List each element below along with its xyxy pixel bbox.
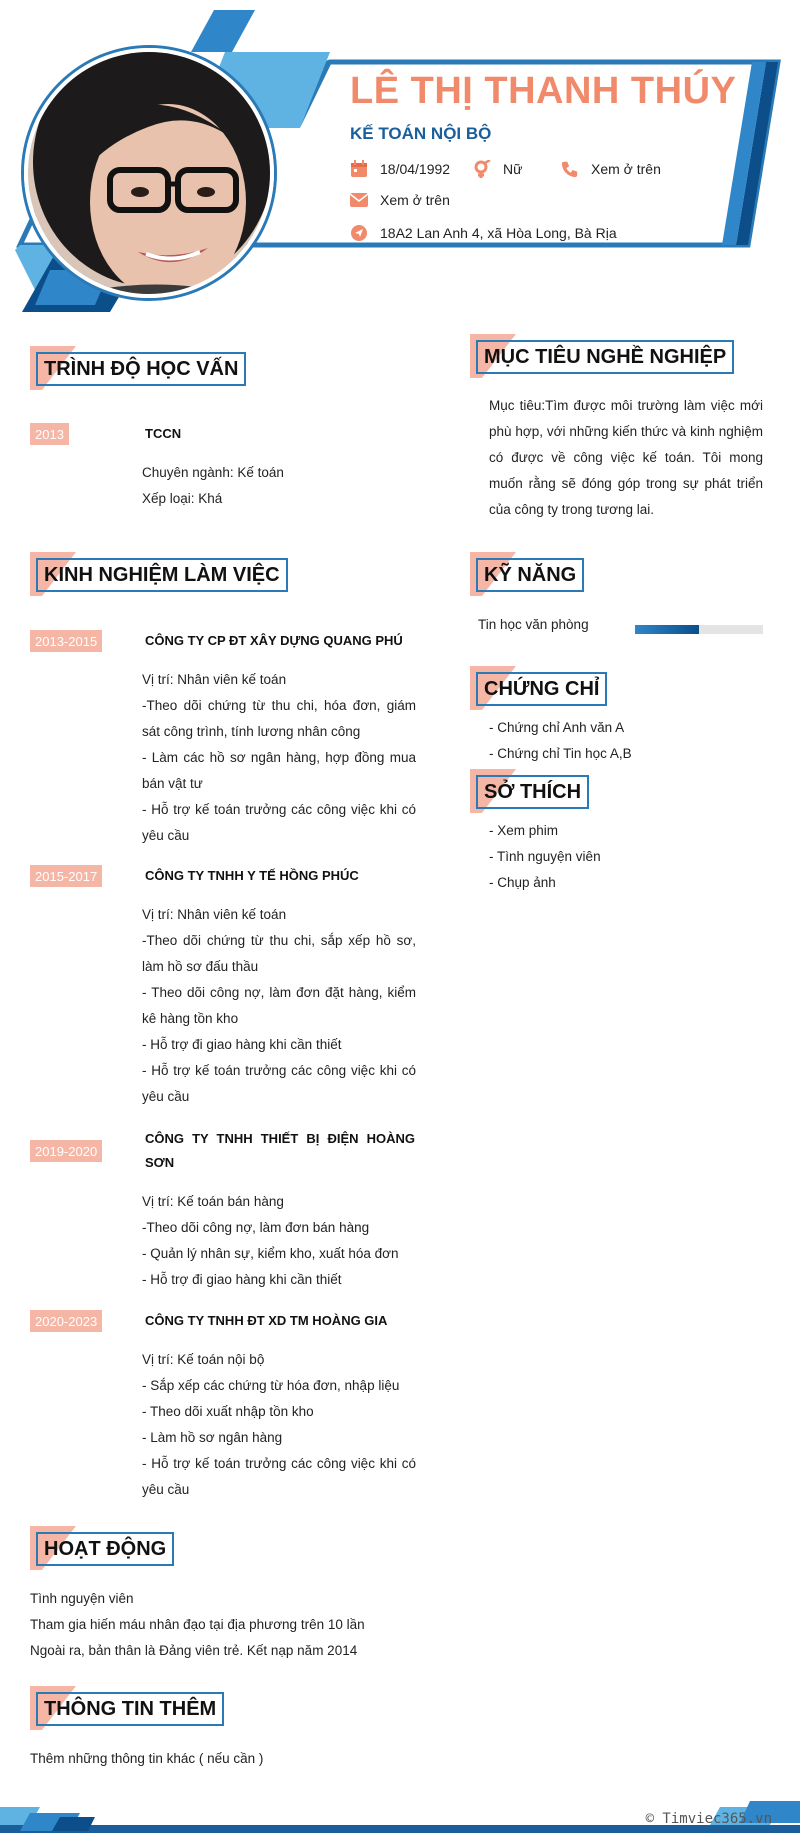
email-row bbox=[350, 191, 450, 209]
hobbies-title: SỞ THÍCH bbox=[476, 775, 589, 809]
certificates-list bbox=[489, 715, 632, 767]
job-line: - Hỗ trợ đi giao hàng khi cần thiết bbox=[142, 1272, 342, 1287]
job-details bbox=[142, 1347, 416, 1503]
extra-text: Thêm những thông tin khác ( nếu cần ) bbox=[30, 1751, 264, 1766]
skills-title: KỸ NĂNG bbox=[476, 558, 584, 592]
candidate-name: LÊ THỊ THANH THÚY bbox=[350, 70, 737, 112]
cv-header bbox=[0, 0, 800, 330]
email-value: Xem ở trên bbox=[380, 192, 450, 208]
birthday-row bbox=[350, 160, 450, 178]
job-year: 2013-2015 bbox=[30, 630, 102, 652]
activities-title: HOẠT ĐỘNG bbox=[36, 1532, 174, 1566]
job-line: - Quản lý nhân sự, kiểm kho, xuất hóa đơn bbox=[142, 1246, 399, 1261]
activities-list bbox=[30, 1586, 430, 1664]
gender-row bbox=[473, 160, 522, 178]
hobbies-list bbox=[489, 818, 601, 896]
phone-row bbox=[561, 160, 661, 178]
certificate-item: - Chứng chỉ Anh văn A bbox=[489, 720, 625, 735]
hobby-item: - Chụp ảnh bbox=[489, 875, 556, 890]
job-line: - Hỗ trợ kế toán trưởng các công việc khi có yêu cầu bbox=[142, 1063, 416, 1104]
job-year: 2020-2023 bbox=[30, 1310, 102, 1332]
job-line: - Hỗ trợ đi giao hàng khi cần thiết bbox=[142, 1037, 342, 1052]
phone-value: Xem ở trên bbox=[591, 161, 661, 177]
hobby-item: - Xem phim bbox=[489, 823, 559, 838]
education-school: TCCN bbox=[145, 426, 182, 441]
education-line: Xếp loại: Khá bbox=[142, 491, 223, 506]
job-title: KẾ TOÁN NỘI BỘ bbox=[350, 124, 492, 143]
job-line: -Theo dõi chứng từ thu chi, sắp xếp hồ sơ, làm hồ sơ đấu thầu bbox=[142, 933, 416, 974]
education-title: TRÌNH ĐỘ HỌC VẤN bbox=[36, 352, 246, 386]
skill-name: Tin học văn phòng bbox=[478, 617, 589, 632]
address-value: 18A2 Lan Anh 4, xã Hòa Long, Bà Rịa bbox=[380, 225, 617, 241]
birthday-value: 18/04/1992 bbox=[380, 161, 451, 177]
activity-line: Tham gia hiến máu nhân đạo tại địa phương trên 10 lần bbox=[30, 1617, 365, 1632]
activity-line: Tình nguyện viên bbox=[30, 1591, 134, 1606]
footer-credit: © Timviec365.vn bbox=[645, 1811, 772, 1827]
job-line: Vị trí: Nhân viên kế toán bbox=[142, 672, 287, 687]
certificate-item: - Chứng chỉ Tin học A,B bbox=[489, 746, 632, 761]
education-year: 2013 bbox=[30, 423, 69, 445]
location-icon bbox=[350, 224, 368, 242]
job-line: -Theo dõi chứng từ thu chi, hóa đơn, giám sát công trình, tính lương nhân công bbox=[142, 698, 416, 739]
job-line: Vị trí: Kế toán nội bộ bbox=[142, 1352, 265, 1367]
activity-line: Ngoài ra, bản thân là Đảng viên trẻ. Kết nạp năm 2014 bbox=[30, 1643, 358, 1658]
objective-title: MỤC TIÊU NGHỀ NGHIỆP bbox=[476, 340, 734, 374]
job-company: CÔNG TY TNHH Y TẾ HỒNG PHÚC bbox=[145, 868, 359, 883]
education-line: Chuyên ngành: Kế toán bbox=[142, 465, 284, 480]
job-line: - Làm các hồ sơ ngân hàng, hợp đồng mua bán vật tư bbox=[142, 750, 416, 791]
job-line: - Theo dõi xuất nhập tồn kho bbox=[142, 1404, 314, 1419]
job-year: 2015-2017 bbox=[30, 865, 102, 887]
job-company: CÔNG TY CP ĐT XÂY DỰNG QUANG PHÚ bbox=[145, 633, 403, 648]
job-line: - Theo dõi công nợ, làm đơn đặt hàng, kiểm kê hàng tồn kho bbox=[142, 985, 416, 1026]
experience-title: KINH NGHIỆM LÀM VIỆC bbox=[36, 558, 288, 592]
objective-text-block bbox=[489, 393, 763, 523]
hobby-item: - Tình nguyện viên bbox=[489, 849, 601, 864]
job-line: -Theo dõi công nợ, làm đơn bán hàng bbox=[142, 1220, 370, 1235]
job-details bbox=[142, 902, 416, 1110]
job-year: 2019-2020 bbox=[30, 1140, 102, 1162]
gender-icon bbox=[473, 160, 491, 178]
extra-text-block bbox=[30, 1746, 430, 1772]
mail-icon bbox=[350, 191, 368, 209]
extra-title: THÔNG TIN THÊM bbox=[36, 1692, 224, 1726]
certificates-title: CHỨNG CHỈ bbox=[476, 672, 607, 706]
avatar bbox=[24, 48, 274, 298]
job-details bbox=[142, 1189, 416, 1293]
job-line: - Sắp xếp các chứng từ hóa đơn, nhập liệu bbox=[142, 1378, 400, 1393]
job-company: CÔNG TY TNHH THIẾT BỊ ĐIỆN HOÀNG SƠN bbox=[145, 1131, 415, 1170]
job-details bbox=[142, 667, 416, 849]
address-row bbox=[350, 224, 617, 242]
job-line: Vị trí: Nhân viên kế toán bbox=[142, 907, 287, 922]
calendar-icon bbox=[350, 160, 368, 178]
job-line: - Hỗ trợ kế toán trưởng các công việc khi có yêu cầu bbox=[142, 1456, 416, 1497]
gender-value: Nữ bbox=[503, 161, 523, 177]
job-line: Vị trí: Kế toán bán hàng bbox=[142, 1194, 284, 1209]
skill-level-bar bbox=[635, 625, 763, 634]
phone-icon bbox=[561, 160, 579, 178]
job-company: CÔNG TY TNHH ĐT XD TM HOÀNG GIA bbox=[145, 1313, 388, 1328]
education-details bbox=[142, 460, 416, 512]
objective-text: Mục tiêu:Tìm được môi trường làm việc mới phù hợp, với những kiến thức và kinh nghiệm có được về công việc kế toán. Tôi mong muốn rằng sẽ đóng góp trong sự phát triển của công ty trong tương lai. bbox=[489, 398, 763, 517]
job-line: - Làm hồ sơ ngân hàng bbox=[142, 1430, 283, 1445]
job-line: - Hỗ trợ kế toán trưởng các công việc khi có yêu cầu bbox=[142, 802, 416, 843]
skill-level-fill bbox=[635, 625, 699, 634]
